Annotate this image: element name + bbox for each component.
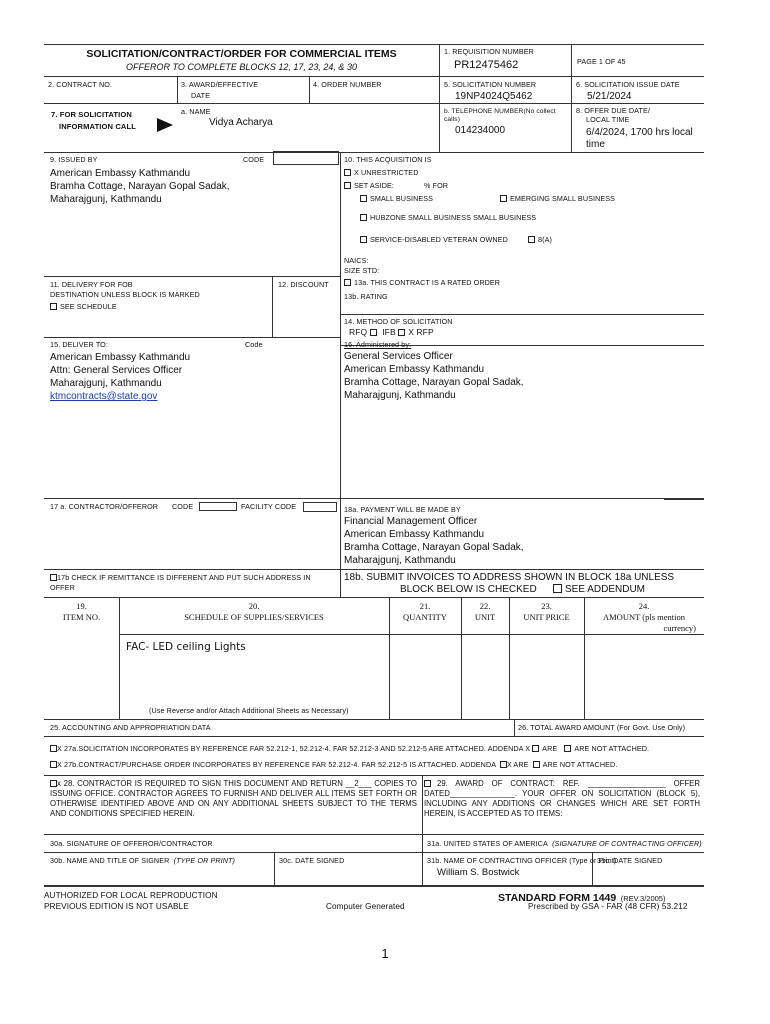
telephone-label: b. TELEPHONE NUMBER(No collect [444, 108, 556, 115]
size-std-label: SIZE STD: [344, 266, 380, 275]
contracting-officer-name: William S. Bostwick [437, 867, 520, 878]
rule [44, 719, 704, 720]
rule [119, 634, 704, 635]
telephone-number: 014234000 [455, 125, 506, 136]
eight-a-option[interactable] [528, 235, 552, 244]
see-schedule-text: SEE SCHEDULE [60, 302, 117, 311]
usa-signature-hint: (SIGNATURE OF CONTRACTING OFFICER) [552, 839, 702, 848]
payment-line: Maharajgunj, Kathmandu [344, 555, 456, 566]
order-number-label: 4. ORDER NUMBER [313, 80, 382, 89]
rule [44, 736, 704, 737]
rfp-label: X RFP [408, 327, 434, 337]
rule [274, 852, 275, 885]
footer-computer-generated: Computer Generated [326, 902, 405, 911]
clause-29-text: 29. AWARD OF CONTRACT: REF. __________________ OFFER DATED_______________. YOUR OFFER ON SOLICITATION (BLOCK 5), INCLUDING ANY ADDITIONS OR CHANGES WHICH ARE SET FORTH HEREIN, IS ACCEPTED AS TO ITEMS: [424, 779, 700, 818]
sdvosb-option[interactable] [360, 235, 508, 244]
col-number: 22. [479, 601, 491, 611]
deliver-to-line: Attn: General Services Officer [50, 365, 183, 376]
form-title: SOLICITATION/CONTRACT/ORDER FOR COMMERCIAL ITEMS [86, 48, 397, 60]
contract-addenda-are-checkbox[interactable] [500, 761, 507, 768]
rule [44, 569, 704, 570]
form-number: STANDARD FORM 1449 [498, 892, 617, 904]
contact-name-label: a. NAME [181, 107, 211, 116]
rule [44, 276, 340, 277]
eight-a-checkbox[interactable] [528, 236, 535, 243]
clause-29-checkbox[interactable] [424, 780, 431, 787]
accounting-label: 25. ACCOUNTING AND APPROPRIATION DATA [50, 723, 211, 732]
payment-label: 18a. PAYMENT WILL BE MADE BY [344, 505, 461, 514]
form-revision: (REV.3/2005) [620, 894, 666, 903]
info-call-label-2: INFORMATION CALL [59, 122, 136, 131]
ifb-checkbox[interactable] [398, 329, 405, 336]
rule [514, 719, 515, 736]
contractor-code-box[interactable] [199, 502, 237, 511]
offer-due-label: 8. OFFER DUE DATE/ [576, 106, 650, 115]
col-number: 24. [638, 601, 650, 611]
arrow-right-icon [157, 118, 173, 132]
clause-27a [50, 744, 649, 753]
clause-27b [50, 760, 617, 769]
col-item-no [44, 601, 119, 623]
col-title: SCHEDULE OF SUPPLIES/SERVICES [184, 612, 324, 622]
col-number: 19. [76, 601, 87, 611]
col-unit [461, 601, 509, 623]
rule [44, 597, 704, 598]
rule [664, 499, 704, 500]
col-title: QUANTITY [403, 612, 447, 622]
clause-27b-checkbox[interactable] [50, 761, 57, 768]
discount-label: 12. DISCOUNT [278, 280, 329, 289]
col-title: ITEM NO. [62, 612, 101, 622]
delivery-fob-label-2: DESTINATION UNLESS BLOCK IS MARKED [50, 290, 200, 299]
unrestricted-text: X UNRESTRICTED [354, 168, 419, 177]
footer-reproduction: AUTHORIZED FOR LOCAL REPRODUCTION [44, 891, 218, 900]
signer-name-hint: (TYPE OR PRINT) [173, 856, 236, 865]
signer-name-text: 30b. NAME AND TITLE OF SIGNER [50, 856, 170, 865]
offeror-signature-label: 30a. SIGNATURE OF OFFEROR/CONTRACTOR [50, 839, 213, 848]
rule [177, 76, 178, 103]
payment-line: Financial Management Officer [344, 516, 478, 527]
remittance-checkbox[interactable] [50, 574, 57, 581]
deliver-to-email-link[interactable]: ktmcontracts@state.gov [50, 391, 158, 402]
award-date-label-2: DATE [191, 91, 211, 100]
addendum-option[interactable] [553, 584, 645, 597]
telephone-label-2: calls) [444, 116, 460, 123]
usa-signature-text: 31a. UNITED STATES OF AMERICA [427, 839, 548, 848]
requisition-label: 1. REQUISITION NUMBER [444, 47, 534, 56]
rfq-checkbox[interactable] [370, 329, 377, 336]
set-aside-option[interactable] [344, 181, 394, 190]
rule [44, 103, 439, 104]
clause-27a-checkbox[interactable] [50, 745, 57, 752]
emerging-checkbox[interactable] [500, 195, 507, 202]
rule [44, 498, 704, 499]
administered-by-line: Maharajgunj, Kathmandu [344, 390, 456, 401]
set-aside-checkbox[interactable] [344, 182, 351, 189]
ifb-label: IFB [382, 327, 396, 337]
facility-code-label: FACILITY CODE [241, 502, 297, 511]
rule [44, 152, 704, 153]
offer-due-time: time [586, 139, 605, 150]
contracting-officer-label: 31b. NAME OF CONTRACTING OFFICER (Type or Print) [427, 856, 617, 865]
remittance-text: 17b CHECK IF REMITTANCE IS DIFFERENT AND PUT SUCH ADDRESS IN [57, 573, 311, 582]
clause-28-text: x 28. CONTRACTOR IS REQUIRED TO SIGN THIS DOCUMENT AND RETURN __2___ COPIES TO ISSUING OFFICE. CONTRACTOR AGREES TO FURNISH AND DELIVER ALL ITEMS SET FORTH OR OTHERWISE IDENTIFIED ABOVE AND ON ANY ADDITIONAL SHEETS SUBJECT TO THE TERMS AND CONDITIONS SPECIFIED HEREIN. [50, 779, 417, 818]
payment-line: American Embassy Kathmandu [344, 529, 485, 540]
contract-addenda-are-text: X ARE [506, 760, 529, 769]
addenda-not-text: ARE NOT ATTACHED. [574, 744, 650, 753]
rule [439, 44, 440, 152]
col-number: 21. [419, 601, 431, 611]
unrestricted-option[interactable] [344, 168, 419, 177]
addendum-checkbox[interactable] [553, 584, 562, 593]
rating-label: 13b. RATING [344, 292, 388, 301]
contract-addenda-not-checkbox[interactable] [533, 761, 540, 768]
issue-date-label: 6. SOLICITATION ISSUE DATE [576, 80, 680, 89]
delivery-fob-label: 11. DELIVERY FOR FOB [50, 280, 133, 289]
payment-line: Bramha Cottage, Narayan Gopal Sadak, [344, 542, 524, 553]
issued-by-label: 9. ISSUED BY [50, 155, 98, 164]
addendum-text: SEE ADDENDUM [565, 584, 646, 595]
method-label: 14. METHOD OF SOLICITATION [344, 317, 453, 326]
administered-by-line: Bramha Cottage, Narayan Gopal Sadak, [344, 377, 524, 388]
addenda-are-text: ARE [542, 744, 558, 753]
page-number: 1 [381, 946, 389, 961]
col-unit-price [509, 601, 584, 623]
rated-order-checkbox[interactable] [344, 279, 351, 286]
info-call-label: 7. FOR SOLICITATION [51, 110, 132, 119]
invoice-instructions: 18b. SUBMIT INVOICES TO ADDRESS SHOWN IN BLOCK 18a UNLESS [344, 572, 675, 583]
pct-for-label: % FOR [424, 181, 449, 190]
see-schedule-checkbox[interactable] [50, 303, 57, 310]
issue-date: 5/21/2024 [587, 91, 632, 102]
rated-order-text: 13a. THIS CONTRACT IS A RATED ORDER [354, 278, 501, 287]
signer-name-label [50, 856, 235, 865]
col-amount [584, 601, 704, 634]
emerging-option[interactable] [500, 194, 615, 203]
set-aside-text: SET ASIDE: [354, 181, 395, 190]
small-business-option[interactable] [360, 194, 433, 203]
deliver-to-code-label: Code [245, 340, 263, 349]
offer-due-label-2: LOCAL TIME [586, 115, 630, 124]
rule-bottom [44, 885, 704, 887]
deliver-to-line: Maharajgunj, Kathmandu [50, 378, 162, 389]
method-options [349, 328, 434, 337]
see-schedule-option[interactable] [50, 302, 117, 311]
requisition-number: PR12475462 [454, 59, 519, 71]
invoice-instructions-2: BLOCK BELOW IS CHECKED [400, 584, 537, 595]
eight-a-text: 8(A) [538, 235, 552, 244]
small-business-checkbox[interactable] [360, 195, 367, 202]
usa-signature-label [427, 839, 702, 848]
hubzone-checkbox[interactable] [360, 214, 367, 221]
rule [44, 337, 340, 338]
award-date-label: 3. AWARD/EFFECTIVE [181, 80, 259, 89]
acquisition-label: 10. THIS ACQUISITION IS [344, 155, 432, 164]
solicitation-number-label: 5. SOLICITATION NUMBER [444, 80, 537, 89]
form-subtitle: OFFEROR TO COMPLETE BLOCKS 12, 17, 23, 24, & 30 [126, 62, 357, 72]
emerging-text: EMERGING SMALL BUSINESS [510, 194, 616, 203]
contractor-label: 17 a. CONTRACTOR/OFFEROR [50, 502, 159, 511]
sheets-note: (Use Reverse and/or Attach Additional Sheets as Necessary) [149, 706, 349, 715]
rule [309, 76, 310, 103]
rated-order-option[interactable] [344, 278, 500, 287]
item-description: FAC- LED ceiling Lights [126, 641, 246, 653]
issued-by-line: American Embassy Kathmandu [50, 168, 191, 179]
remittance-option[interactable] [50, 573, 311, 582]
rule [422, 775, 423, 885]
clause-28-checkbox[interactable] [50, 780, 57, 787]
administered-by-line: General Services Officer [344, 351, 453, 362]
contractor-code-label: CODE [172, 502, 194, 511]
administered-by-label: 16. Administered by: [344, 340, 412, 349]
addenda-are-checkbox[interactable] [532, 745, 539, 752]
issued-by-code-label: CODE [243, 155, 265, 164]
col-title: UNIT PRICE [523, 612, 570, 622]
footer-previous-edition: PREVIOUS EDITION IS NOT USABLE [44, 902, 189, 911]
sdvosb-text: SERVICE-DISABLED VETERAN OWNED [370, 235, 508, 244]
rule [571, 44, 572, 152]
addenda-not-checkbox[interactable] [564, 745, 571, 752]
contract-no-label: 2. CONTRACT NO. [48, 80, 113, 89]
col-schedule [119, 601, 389, 623]
offer-due-date: 6/4/2024, 1700 hrs local [586, 127, 693, 138]
deliver-to-label: 15. DELIVER TO: [50, 340, 108, 349]
offeror-date-label: 30c. DATE SIGNED [279, 856, 345, 865]
issued-by-line: Maharajgunj, Kathmandu [50, 194, 162, 205]
rule [340, 152, 341, 598]
issued-by-code-box[interactable] [273, 151, 339, 165]
naics-label: NAICS: [344, 256, 369, 265]
total-award-label: 26. TOTAL AWARD AMOUNT (For Govt. Use Only) [518, 723, 686, 732]
issued-by-line: Bramha Cottage, Narayan Gopal Sadak, [50, 181, 230, 192]
rule [44, 834, 704, 835]
contract-addenda-not-text: ARE NOT ATTACHED. [542, 760, 618, 769]
solicitation-number: 19NP4024Q5462 [455, 91, 533, 102]
col-number: 23. [541, 601, 552, 611]
col-title: AMOUNT (pls mention [602, 612, 685, 622]
clause-27a-text: X 27a.SOLICITATION INCORPORATES BY REFERENCE FAR 52.212-1, 52.212-4. FAR 52.212-3 AND 52.212-5 ARE ATTACHED. ADDENDA X [57, 744, 531, 753]
col-title: UNIT [474, 612, 496, 622]
contact-name: Vidya Acharya [209, 117, 273, 128]
administered-by-line: American Embassy Kathmandu [344, 364, 485, 375]
facility-code-box[interactable] [303, 502, 337, 512]
sf1449-form [44, 44, 704, 911]
clause-29 [424, 779, 700, 819]
rule [44, 852, 704, 853]
col-number: 20. [248, 601, 260, 611]
rule [44, 775, 704, 776]
page-count: PAGE 1 OF 45 [577, 57, 626, 66]
remittance-text-2: OFFER [50, 583, 75, 592]
sdvosb-checkbox[interactable] [360, 236, 367, 243]
footer-prescribed: Prescribed by GSA - FAR (48 CFR) 53.212 [528, 902, 688, 911]
rule [340, 314, 704, 315]
unrestricted-checkbox[interactable] [344, 169, 351, 176]
rule-top [44, 44, 704, 45]
clause-27b-text: X 27b.CONTRACT/PURCHASE ORDER INCORPORATES BY REFERENCE FAR 52.212-4. FAR 52.212-5 IS ATTACHED. ADDENDA [57, 760, 496, 769]
col-quantity [389, 601, 461, 623]
small-business-text: SMALL BUSINESS [370, 194, 434, 203]
officer-date-label: 31c. DATE SIGNED [597, 856, 663, 865]
clause-28 [50, 779, 417, 819]
rule [272, 276, 273, 337]
hubzone-text: HUBZONE SMALL BUSINESS SMALL BUSINESS [370, 213, 537, 222]
rfq-label: RFQ [349, 327, 368, 337]
hubzone-option[interactable] [360, 213, 536, 222]
deliver-to-line: American Embassy Kathmandu [50, 352, 191, 363]
col-title-2: currency) [663, 623, 696, 633]
